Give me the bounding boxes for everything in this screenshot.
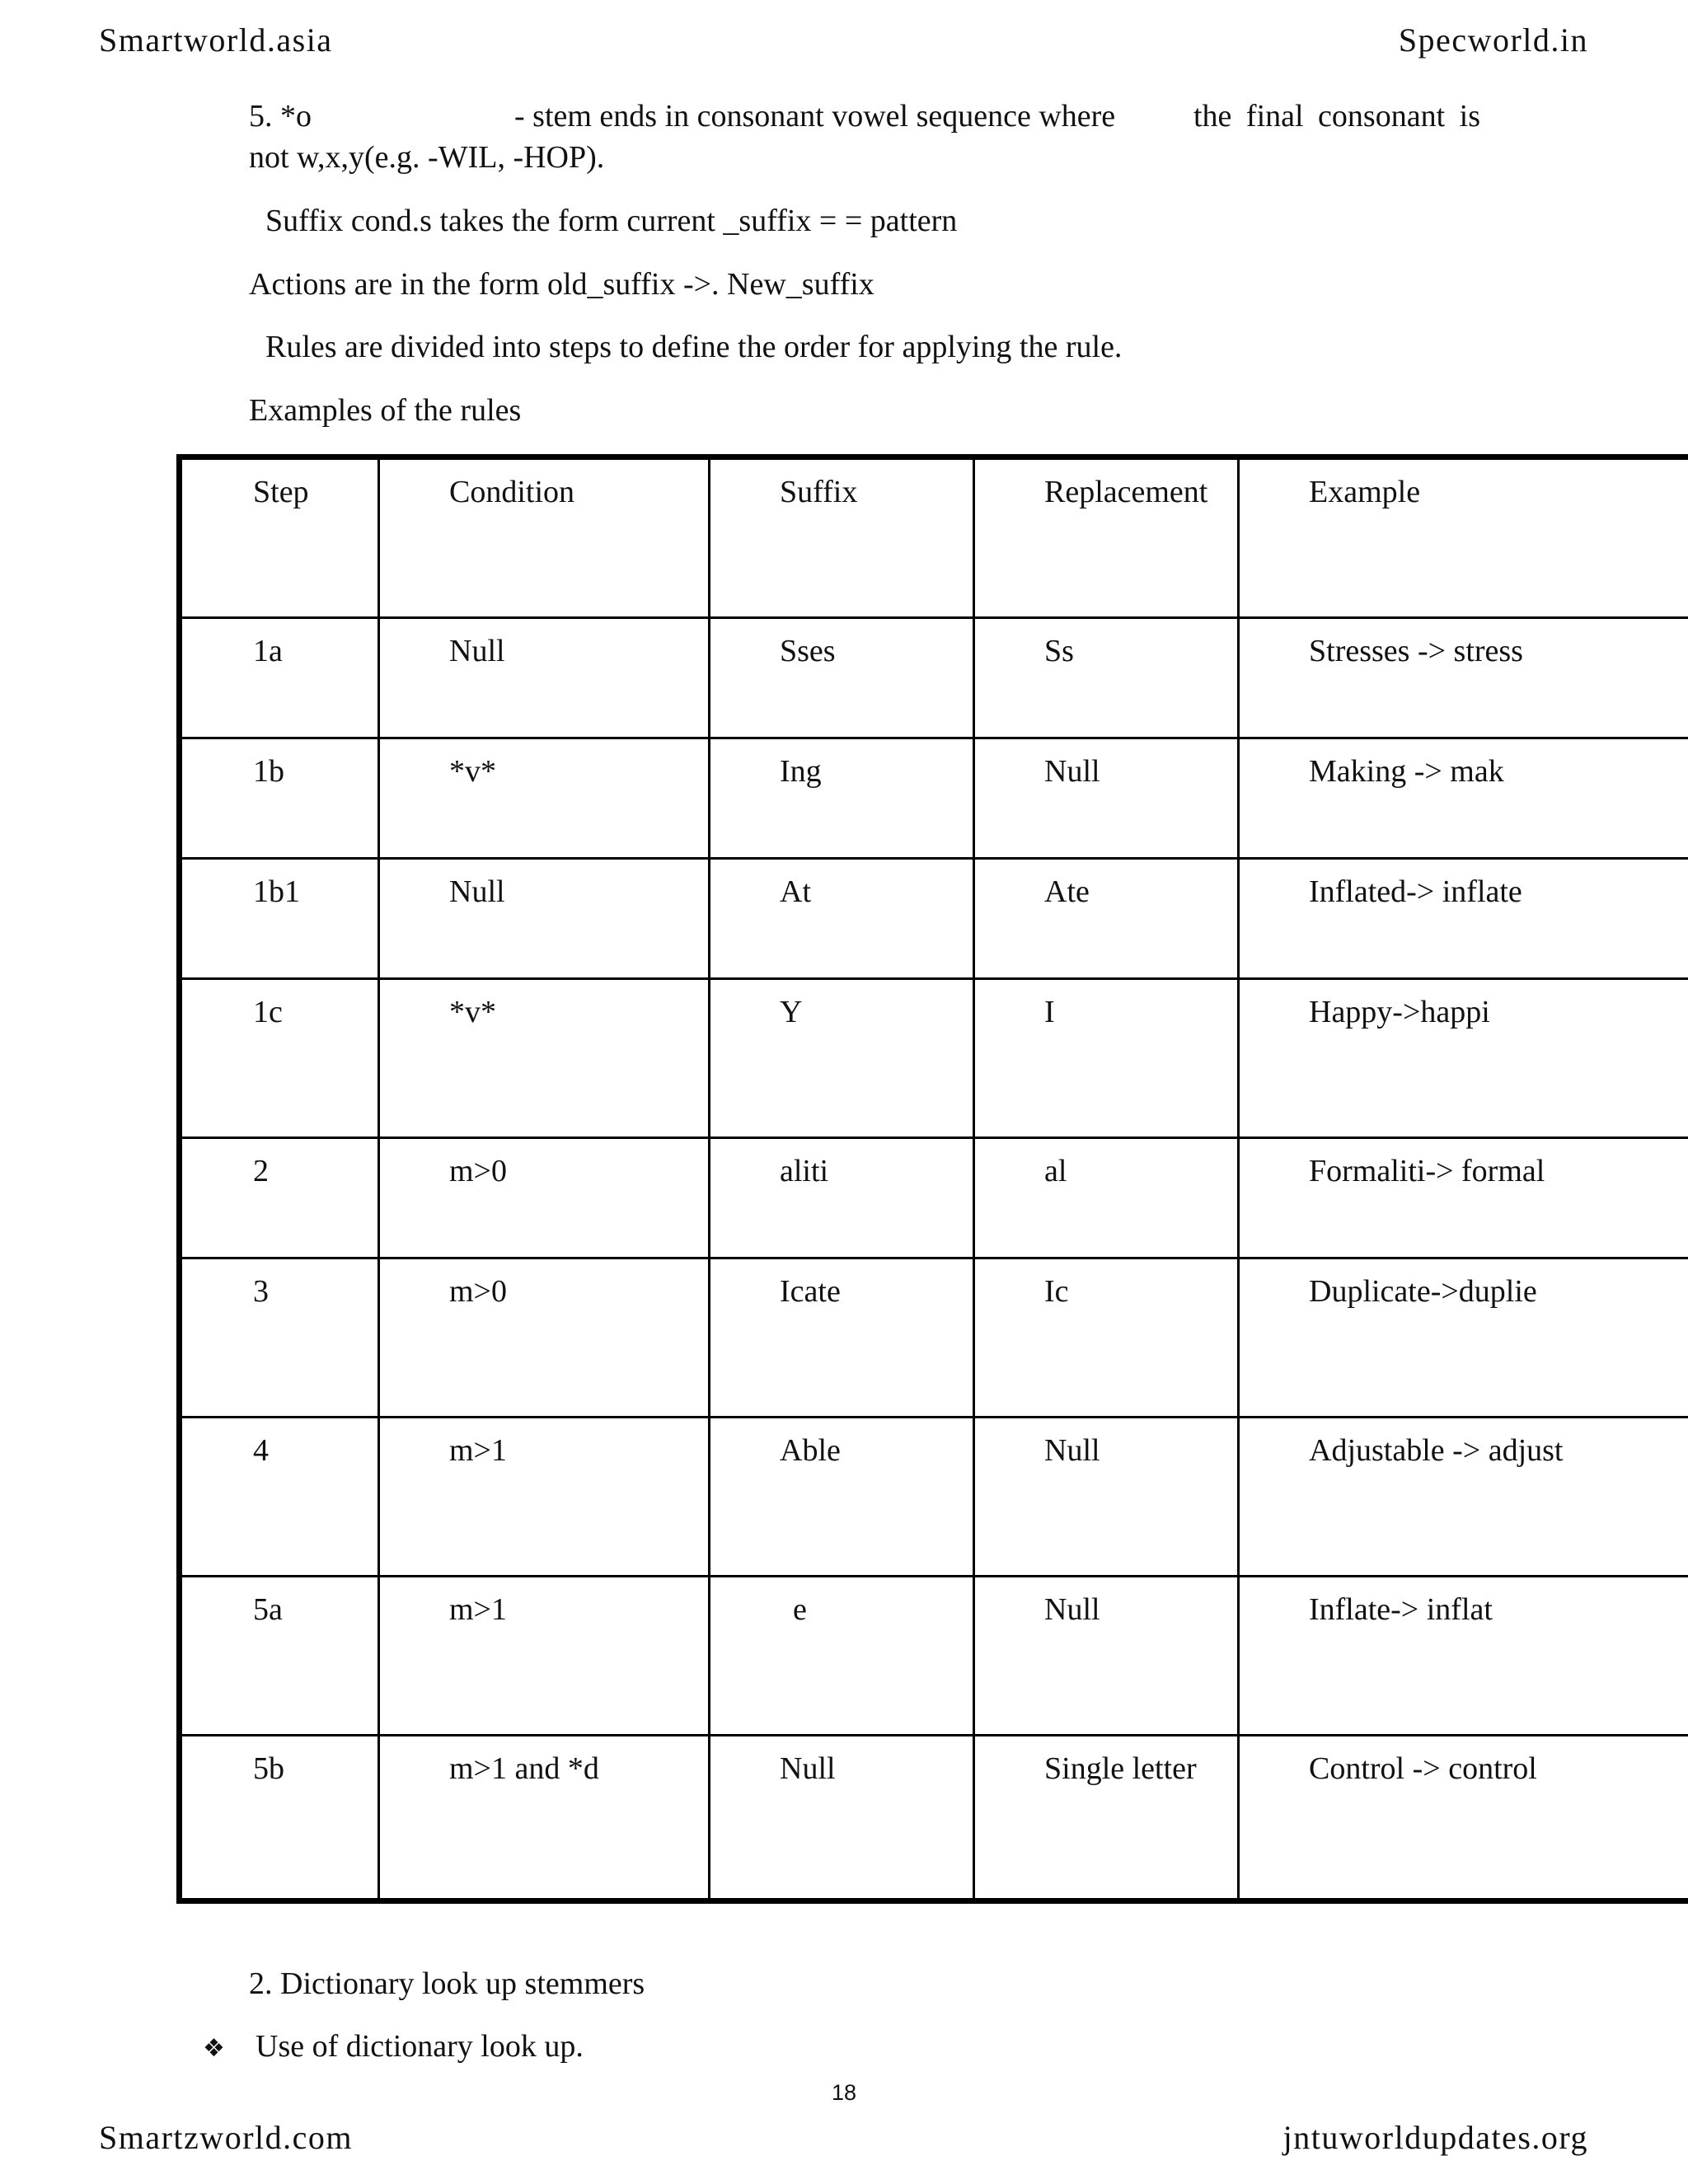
table-cell: Happy->happi <box>1239 979 1688 1138</box>
intro-line-4: Actions are in the form old_suffix ->. New_suffix <box>249 267 874 302</box>
diamond-bullet-icon: ❖ <box>203 2034 225 2063</box>
table-cell: 5a <box>180 1577 379 1736</box>
table-row <box>180 1138 1688 1258</box>
table-cell: m>0 <box>379 1258 710 1418</box>
table-cell: Null <box>974 738 1239 859</box>
table-cell: Inflate-> inflat <box>1239 1577 1688 1736</box>
table-cell: 5b <box>180 1736 379 1901</box>
table-row <box>180 738 1688 859</box>
table-row <box>180 1418 1688 1577</box>
table-cell: *v* <box>379 979 710 1138</box>
header-cell-replacement: Replacement <box>974 457 1239 618</box>
table-cell: Icate <box>710 1258 974 1418</box>
table-cell: m>1 and *d <box>379 1736 710 1901</box>
bullet-item <box>203 2026 584 2069</box>
table-cell: al <box>974 1138 1239 1258</box>
table-cell: I <box>974 979 1239 1138</box>
intro-line-1-part-c: the final consonant is <box>1193 99 1480 134</box>
table-cell: 1a <box>180 618 379 738</box>
table-cell: Duplicate->duplie <box>1239 1258 1688 1418</box>
table-cell: Single letter <box>974 1736 1239 1901</box>
table-cell: Making -> mak <box>1239 738 1688 859</box>
table-cell: aliti <box>710 1138 974 1258</box>
table-row <box>180 859 1688 979</box>
table-cell: e <box>710 1577 974 1736</box>
page-number: 18 <box>831 2080 857 2105</box>
table-cell: 1b <box>180 738 379 859</box>
table-row <box>180 1736 1688 1901</box>
table-cell: Control -> control <box>1239 1736 1688 1901</box>
header-cell-step: Step <box>180 457 379 618</box>
table-cell: At <box>710 859 974 979</box>
header-right-site: Specworld.in <box>1398 21 1588 59</box>
footer-right-site: jntuworldupdates.org <box>1282 2119 1588 2156</box>
section-heading-dictionary-stemmers: 2. Dictionary look up stemmers <box>249 1966 645 2001</box>
table-cell: Ss <box>974 618 1239 738</box>
table-cell: 1b1 <box>180 859 379 979</box>
table-cell: Y <box>710 979 974 1138</box>
intro-line-3: Suffix cond.s takes the form current _suffix = = pattern <box>265 204 958 238</box>
table-cell: 2 <box>180 1138 379 1258</box>
table-cell: *v* <box>379 738 710 859</box>
footer-left-site: Smartzworld.com <box>99 2119 353 2156</box>
rules-table <box>176 454 1688 1904</box>
table-cell: m>0 <box>379 1138 710 1258</box>
table-cell: Ate <box>974 859 1239 979</box>
table-cell: 1c <box>180 979 379 1138</box>
intro-line-5: Rules are divided into steps to define the order for applying the rule. <box>265 330 1123 364</box>
table-cell: Inflated-> inflate <box>1239 859 1688 979</box>
table-row <box>180 1577 1688 1736</box>
table-cell: Sses <box>710 618 974 738</box>
table-cell: Null <box>974 1577 1239 1736</box>
table-row <box>180 618 1688 738</box>
table-cell: Formaliti-> formal <box>1239 1138 1688 1258</box>
table-cell: m>1 <box>379 1418 710 1577</box>
table-cell: Null <box>379 859 710 979</box>
table-cell: Null <box>974 1418 1239 1577</box>
header-cell-suffix: Suffix <box>710 457 974 618</box>
table-cell: Able <box>710 1418 974 1577</box>
intro-line-2: not w,x,y(e.g. -WIL, -HOP). <box>249 140 605 175</box>
intro-line-1-part-a: 5. *o <box>249 99 312 134</box>
table-cell: Null <box>710 1736 974 1901</box>
header-cell-example: Example <box>1239 457 1688 618</box>
table-cell: Stresses -> stress <box>1239 618 1688 738</box>
intro-line-6: Examples of the rules <box>249 393 522 428</box>
table-cell: 3 <box>180 1258 379 1418</box>
table-row <box>180 979 1688 1138</box>
table-cell: Ic <box>974 1258 1239 1418</box>
table-cell: Adjustable -> adjust <box>1239 1418 1688 1577</box>
bullet-text: Use of dictionary look up. <box>256 2029 584 2064</box>
header-left-site: Smartworld.asia <box>99 21 333 59</box>
table-header-row <box>180 457 1688 618</box>
table-cell: 4 <box>180 1418 379 1577</box>
header-cell-condition: Condition <box>379 457 710 618</box>
table-cell: Ing <box>710 738 974 859</box>
table-row <box>180 1258 1688 1418</box>
table-cell: Null <box>379 618 710 738</box>
table-cell: m>1 <box>379 1577 710 1736</box>
intro-line-1-part-b: - stem ends in consonant vowel sequence where <box>514 99 1116 134</box>
